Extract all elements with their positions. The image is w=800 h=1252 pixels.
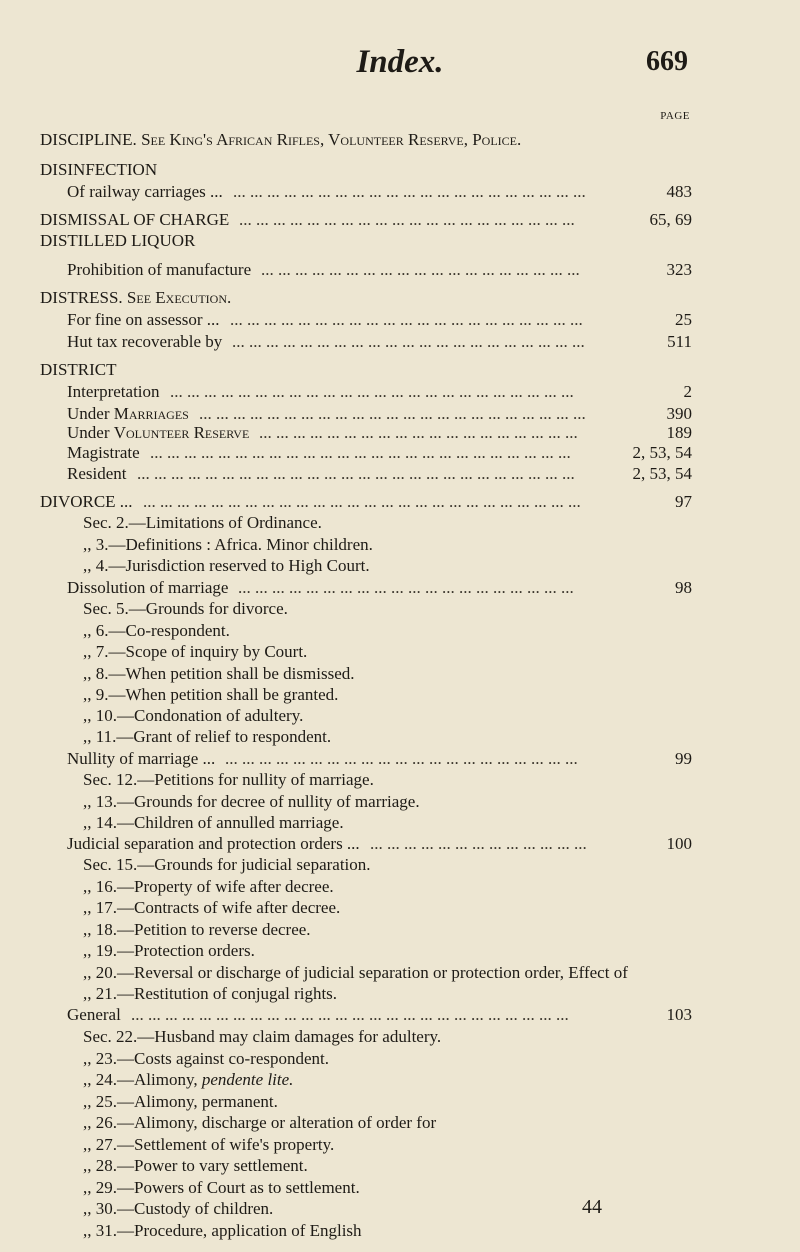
entry-page-number: 390 (666, 404, 692, 423)
entry-text: ,, 31.—Procedure, application of English (83, 1221, 362, 1240)
entry-text: ,, 19.—Protection orders. (83, 941, 255, 960)
index-entry (0, 158, 800, 182)
entry-page-number: 483 (666, 182, 692, 201)
index-entry (0, 1003, 800, 1027)
index-entry (0, 286, 800, 310)
entry-text: ,, 21.—Restitution of conjugal rights. (83, 984, 338, 1003)
entry-text: Hut tax recoverable by (67, 332, 223, 351)
entry-text: Interpretation (67, 382, 160, 401)
entry-text: Under Volunteer Reserve (67, 423, 250, 442)
entry-page-number: 100 (666, 834, 692, 853)
leader-dots: ... ... ... ... ... ... ... ... ... ... ... ... ... ... ... ... ... ... ... ... ... (233, 182, 586, 201)
entry-text: ,, 7.—Scope of inquiry by Court. (83, 642, 308, 661)
index-entry (0, 330, 800, 354)
entry-text: Sec. 22.—Husband may claim damages for adultery. (83, 1027, 442, 1046)
page-column-label: PAGE (660, 110, 690, 122)
entry-text: ,, 17.—Contracts of wife after decree. (83, 898, 341, 917)
entry-text: ,, 25.—Alimony, permanent. (83, 1092, 278, 1111)
entry-text: General (67, 1005, 121, 1024)
entry-text: ,, 6.—Co-respondent. (83, 621, 230, 640)
leader-dots: ... ... ... ... ... ... ... ... ... ... ... ... ... ... ... ... ... ... ... ... ... (232, 332, 585, 351)
entry-page-number: 99 (675, 749, 692, 768)
index-entry (0, 511, 800, 535)
entry-text: DISTILLED LIQUOR (40, 231, 196, 250)
entry-text: ,, 14.—Children of annulled marriage. (83, 813, 344, 832)
entry-text: ,, 13.—Grounds for decree of nullity of marriage. (83, 792, 420, 811)
leader-dots: ... ... ... ... ... ... ... ... ... ... ... ... ... (370, 834, 587, 853)
entry-italic-text: pendente lite. (201, 1070, 294, 1089)
entry-text: ,, 24.—Alimony, pendente lite. (83, 1070, 294, 1089)
entry-text: ,, 28.—Power to vary settlement. (83, 1156, 308, 1175)
index-entry (0, 128, 800, 152)
entry-text: ,, 18.—Petition to reverse decree. (83, 920, 311, 939)
entry-text: Under Marriages (67, 404, 189, 423)
leader-dots: ... ... ... ... ... ... ... ... ... ... ... ... ... ... ... ... ... ... ... ... ... (230, 310, 583, 329)
index-entry (0, 896, 800, 920)
page-title: Index. (356, 44, 444, 80)
entry-text: DISTRESS. See Execution. (40, 288, 232, 307)
entry-page-number: 323 (666, 260, 692, 279)
signature-mark: 44 (582, 1196, 602, 1218)
leader-dots: ... ... ... ... ... ... ... ... ... ... ... ... ... ... ... ... ... ... ... ... ... ... ... ... (170, 382, 574, 401)
leader-dots: ... ... ... ... ... ... ... ... ... ... ... ... ... ... ... ... ... ... ... ... ... ... ... ... ... (150, 443, 571, 462)
entry-text: Sec. 2.—Limitations of Ordinance. (83, 513, 322, 532)
entry-page-number: 2, 53, 54 (632, 443, 692, 462)
entry-page-number: 2, 53, 54 (632, 464, 692, 483)
index-entry (0, 554, 800, 578)
index-entry (0, 1025, 800, 1049)
leader-dots: ... ... ... ... ... ... ... ... ... ... ... ... ... ... ... ... ... ... ... (259, 423, 578, 442)
entry-text: DIVORCE ... (40, 492, 133, 511)
leader-dots: ... ... ... ... ... ... ... ... ... ... ... ... ... ... ... ... ... ... ... ... ... ... ... (199, 404, 586, 423)
entry-see-reference: See King's African Rifles, Volunteer Reserve, Police. (141, 130, 522, 149)
entry-text: ,, 4.—Jurisdiction reserved to High Court. (83, 556, 370, 575)
index-entry (0, 1111, 800, 1135)
entry-text: ,, 30.—Custody of children. (83, 1199, 274, 1218)
entry-page-number: 189 (666, 423, 692, 442)
entry-text: Magistrate (67, 443, 140, 462)
entry-text: ,, 23.—Costs against co-respondent. (83, 1049, 329, 1068)
entry-text: Judicial separation and protection orders ... (67, 834, 360, 853)
entry-text: For fine on assessor ... (67, 310, 220, 329)
entry-text: ,, 8.—When petition shall be dismissed. (83, 664, 355, 683)
index-entry (0, 939, 800, 963)
index-entry (0, 597, 800, 621)
entry-page-number: 25 (675, 310, 692, 329)
entry-text: ,, 11.—Grant of relief to respondent. (83, 727, 332, 746)
entry-text: ,, 29.—Powers of Court as to settlement. (83, 1178, 360, 1197)
entry-text: Sec. 5.—Grounds for divorce. (83, 599, 288, 618)
entry-text: Nullity of marriage ... (67, 749, 216, 768)
entry-text: Sec. 12.—Petitions for nullity of marriage. (83, 770, 374, 789)
entry-page-number: 97 (675, 492, 692, 511)
entry-text: ,, 20.—Reversal or discharge of judicial separation or protection order, Effect of (83, 963, 628, 982)
index-entry (0, 180, 800, 204)
leader-dots: ... ... ... ... ... ... ... ... ... ... ... ... ... ... ... ... ... ... ... ... ... (225, 749, 578, 768)
leader-dots: ... ... ... ... ... ... ... ... ... ... ... ... ... ... ... ... ... ... ... ... ... ... ... ... ... ... (143, 492, 581, 511)
entry-text: Dissolution of marriage (67, 578, 229, 597)
entry-text: Of railway carriages ... (67, 182, 223, 201)
index-entry (0, 1068, 800, 1092)
entry-text: DISMISSAL OF CHARGE (40, 210, 230, 229)
entry-see-reference: Marriages (113, 404, 189, 423)
leader-dots: ... ... ... ... ... ... ... ... ... ... ... ... ... ... ... ... ... ... ... ... ... ... ... ... ... ... (131, 1005, 569, 1024)
index-entry (0, 640, 800, 664)
entry-text: DISCIPLINE. See King's African Rifles, Volunteer Reserve, Police. (40, 130, 522, 149)
entry-see-reference: See Execution. (126, 288, 232, 307)
leader-dots: ... ... ... ... ... ... ... ... ... ... ... ... ... ... ... ... ... ... ... ... (238, 578, 574, 597)
entry-text: ,, 9.—When petition shall be granted. (83, 685, 339, 704)
index-entry (0, 229, 800, 253)
index-entry (0, 258, 800, 282)
leader-dots: ... ... ... ... ... ... ... ... ... ... ... ... ... ... ... ... ... ... ... ... (239, 210, 575, 229)
entry-text: ,, 26.—Alimony, discharge or alteration of order for (83, 1113, 437, 1132)
index-entry (0, 308, 800, 332)
entry-page-number: 103 (666, 1005, 692, 1024)
entry-text: Prohibition of manufacture (67, 260, 252, 279)
entry-text: Resident (67, 464, 127, 483)
entry-page-number: 511 (667, 332, 692, 351)
entry-see-reference: Volunteer Reserve (113, 423, 250, 442)
entry-page-number: 98 (675, 578, 692, 597)
entry-page-number: 2 (683, 382, 692, 401)
index-entry (0, 1197, 800, 1221)
entry-text: ,, 3.—Definitions : Africa. Minor children. (83, 535, 373, 554)
leader-dots: ... ... ... ... ... ... ... ... ... ... ... ... ... ... ... ... ... ... ... ... ... ... ... ... ... ... (137, 464, 575, 483)
index-entry (0, 853, 800, 877)
entry-text: DISTRICT (40, 360, 117, 379)
index-entry (0, 725, 800, 749)
index-entry (0, 1154, 800, 1178)
index-entry (0, 462, 800, 486)
entry-text: ,, 10.—Condonation of adultery. (83, 706, 304, 725)
index-entry (0, 1219, 800, 1243)
page-number: 669 (646, 46, 688, 77)
index-entry (0, 380, 800, 404)
entry-text: ,, 16.—Property of wife after decree. (83, 877, 334, 896)
entry-text: Sec. 15.—Grounds for judicial separation. (83, 855, 371, 874)
entry-text: DISINFECTION (40, 160, 158, 179)
index-entry (0, 358, 800, 382)
leader-dots: ... ... ... ... ... ... ... ... ... ... ... ... ... ... ... ... ... ... ... (261, 260, 580, 279)
index-entry (0, 768, 800, 792)
entry-text: ,, 27.—Settlement of wife's property. (83, 1135, 335, 1154)
entry-page-number: 65, 69 (649, 210, 692, 229)
